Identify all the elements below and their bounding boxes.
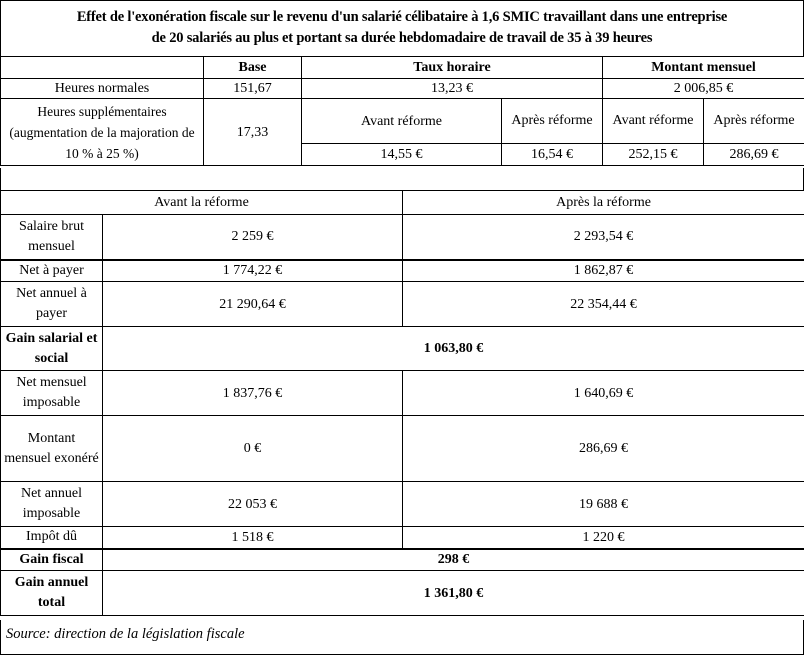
gross-monthly-before: 2 259 € (103, 215, 403, 260)
row-label-monthly-taxable: Net mensuel imposable (1, 371, 103, 416)
overtime-monthly-after-label: Après réforme (704, 99, 804, 144)
overtime-label: Heures supplémentaires (augmentation de la majoration de 10 % à 25 %) (1, 99, 204, 166)
source-note: Source: direction de la législation fiscale (6, 626, 245, 642)
exempt-monthly-after: 286,69 € (403, 416, 804, 482)
normal-hours-label: Heures normales (1, 79, 204, 99)
monthly-taxable-before: 1 837,76 € (103, 371, 403, 416)
column-before-reform: Avant la réforme (1, 191, 403, 215)
row-label-annual-taxable: Net annuel imposable (1, 482, 103, 527)
overtime-monthly-after: 286,69 € (704, 144, 804, 166)
annual-taxable-before: 22 053 € (103, 482, 403, 527)
overtime-rate-after: 16,54 € (502, 144, 603, 166)
total-annual-gain-value: 1 361,80 € (103, 571, 804, 616)
row-label-tax-due: Impôt dû (1, 527, 103, 549)
table-title (0, 0, 804, 56)
net-to-pay-after: 1 862,87 € (403, 260, 804, 282)
overtime-monthly-before: 252,15 € (603, 144, 704, 166)
gross-monthly-after: 2 293,54 € (403, 215, 804, 260)
row-label-total-annual-gain: Gain annuel total (1, 571, 103, 616)
salary-social-gain-value: 1 063,80 € (103, 327, 804, 371)
normal-hours-rate: 13,23 € (302, 79, 603, 99)
overtime-rate-before: 14,55 € (302, 144, 502, 166)
normal-hours-monthly: 2 006,85 € (603, 79, 804, 99)
row-label-salary-social-gain: Gain salarial et social (1, 327, 103, 371)
normal-hours-base: 151,67 (204, 79, 302, 99)
title-line-1: Effet de l'exonération fiscale sur le revenu d'un salarié célibataire à 1,6 SMIC travaillant dans une entreprise (76, 9, 728, 25)
table-spacer (0, 168, 804, 190)
overtime-rate-before-label: Avant réforme (302, 99, 502, 144)
header-empty (1, 57, 204, 79)
overtime-monthly-before-label: Avant réforme (603, 99, 704, 144)
exempt-monthly-before: 0 € (103, 416, 403, 482)
row-label-annual-net: Net annuel à payer (1, 282, 103, 327)
overtime-rate-after-label: Après réforme (502, 99, 603, 144)
header-hourly-rate: Taux horaire (302, 57, 603, 79)
annual-net-before: 21 290,64 € (103, 282, 403, 327)
tax-due-after: 1 220 € (403, 527, 804, 549)
column-after-reform: Après la réforme (403, 191, 804, 215)
overtime-base: 17,33 (204, 99, 302, 166)
net-to-pay-before: 1 774,22 € (103, 260, 403, 282)
row-label-exempt-monthly: Montant mensuel exonéré (1, 416, 103, 482)
monthly-taxable-after: 1 640,69 € (403, 371, 804, 416)
header-base: Base (204, 57, 302, 79)
annual-taxable-after: 19 688 € (403, 482, 804, 527)
tax-due-before: 1 518 € (103, 527, 403, 549)
row-label-gross-monthly: Salaire brut mensuel (1, 215, 103, 260)
row-label-net-to-pay: Net à payer (1, 260, 103, 282)
header-monthly-amount: Montant mensuel (603, 57, 804, 79)
hourly-rate-table (0, 56, 804, 166)
annual-net-after: 22 354,44 € (403, 282, 804, 327)
title-line-2: de 20 salariés au plus et portant sa durée hebdomadaire de travail de 35 à 39 heures (151, 30, 653, 46)
reform-comparison-table (0, 190, 804, 616)
row-label-fiscal-gain: Gain fiscal (1, 549, 103, 571)
fiscal-gain-value: 298 € (103, 549, 804, 571)
